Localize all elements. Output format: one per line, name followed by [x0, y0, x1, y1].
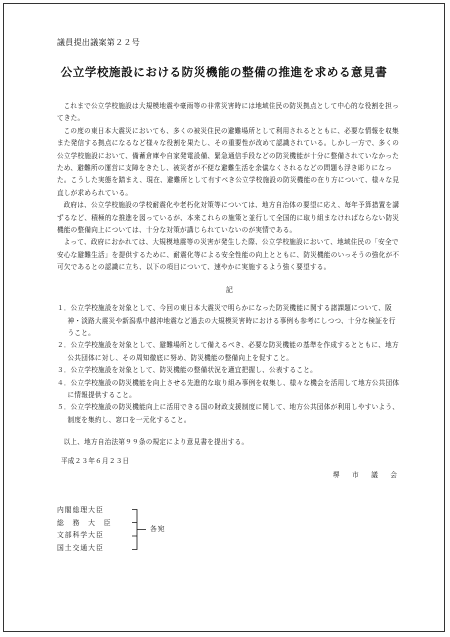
addressee-prime-minister: 内閣総理大臣: [57, 506, 104, 514]
addressee-education-minister: 文部科学大臣: [57, 531, 104, 540]
document-body: [57, 100, 402, 481]
paragraph-1: これまで公立学校施設は大規模地震や豪雨等の非常災害時には地域住民の防災拠点として中心的な役割を担ってきた。: [57, 102, 399, 123]
closing-statement: 以上、地方自治法第９９条の規定により意見書を提出する。: [63, 438, 249, 447]
document-date: 平成２３年６月２３日: [60, 457, 130, 466]
request-item-5: ５．公立学校施設の防災機能向上に活用できる国の財政支援制度に関して、地方公共団体が利用しやすいよう、制度を集約し、窓口を一元化すること。: [57, 403, 400, 424]
addressee-bracket: [132, 509, 146, 550]
request-item-3: ３．公立学校施設を対象として、防災機能の整備状況を適宜把握し、公表すること。: [57, 366, 317, 375]
addressee-internal-affairs: 総 務 大 臣: [57, 518, 112, 527]
paragraph-3: 政府は、公立学校施設の学校耐震化や老朽化対策等については、地方自治体の要望に応え、毎年予算措置を講ずるなど、積極的な推進を図っているが、本来これらの施策と並行して全国的に取り組まなければならない防災機能の整備向上については、十分な対策が講じられていないのが実情である。: [57, 201, 400, 235]
ki-heading: 記: [225, 285, 234, 294]
document-page: [3, 3, 445, 632]
request-item-1: １．公立学校施設を対象として、今回の東日本大震災で明らかになった防災機能に関する諸課題について、阪神・淡路大震災や新潟県中越沖地震など過去の大規模災害時における事例も参考にしつつ、十分な検証を行うこと。: [57, 304, 396, 337]
sender-name: 堺 市 議 会: [332, 470, 400, 479]
addressee-suffix: 各宛: [150, 525, 166, 533]
bill-number: 議員提出議案第２２号: [57, 38, 140, 47]
request-items: [57, 302, 402, 426]
paragraph-2: この度の東日本大震災においても、多くの被災住民の避難場所として利用されるとともに、必要な情報を収集また発信する拠点になるなど様々な役割を果たし、その重要性が改めて認識されている。しかし一方で、多くの公立学校施設において、備蓄倉庫や自家発電設備、緊急通信手段などの防災機能が十分に整備されていなかったため、避難所の運営に支障をきたし、被災者が不便な避難生活を余儀なくされるなどの問題も浮き彫りになった。こうした実態を踏まえ、現在、避難所として有すべき公立学校施設の防災機能の在り方について、様々な見直しが求められている。: [57, 126, 400, 197]
addressee-land-transport: 国土交通大臣: [57, 543, 104, 552]
request-item-4: ４．公立学校施設の防災機能を向上させる先進的な取り組み事例を収集し、様々な機会を活用して地方公共団体に情報提供すること。: [57, 378, 400, 399]
paragraph-4: よって、政府におかれては、大規模地震等の災害が発生した際、公立学校施設において、地域住民の「安全で安心な避難生活」を提供するために、耐震化等による安全性能の向上とともに、防災機能のいっそうの強化が不可欠であるとの認識に立ち、以下の項目について、速やかに実施するよう強く要望する。: [57, 238, 400, 272]
document-title: 公立学校施設における防災機能の整備の推進を求める意見書: [60, 65, 388, 79]
addressee-list: [57, 504, 119, 554]
request-item-2: ２．公立学校施設を対象として、避難場所として備えるべき、必要な防災機能の基準を作成するとともに、地方公共団体に対し、その周知徹底に努め、防災機能の整備向上を促すこと。: [57, 341, 399, 362]
